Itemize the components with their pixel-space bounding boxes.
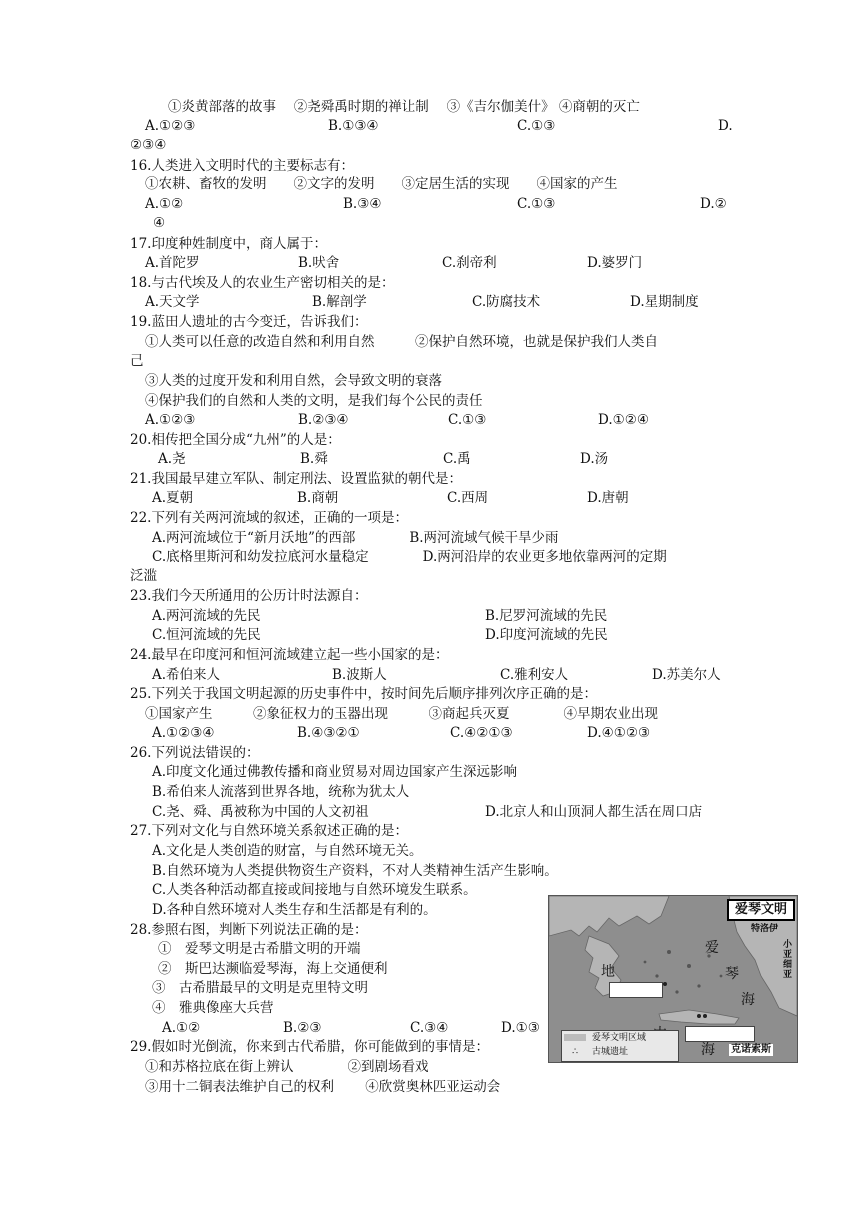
text-line: A.①②③④: [152, 725, 215, 741]
map-label-di: 地: [601, 964, 615, 980]
legend-item-area: 爱琴文明区域: [564, 1032, 646, 1045]
text-line: C.人类各种活动都直接或间接地与自然环境发生联系。: [152, 882, 477, 898]
text-line: 17.印度种姓制度中，商人属于：: [130, 236, 327, 252]
map-label-ai: 爱: [705, 940, 719, 956]
text-line: ①农耕、畜牧的发明 ②文字的发明 ③定居生活的实现 ④国家的产生: [145, 176, 618, 192]
text-line: D.唐朝: [587, 490, 629, 506]
text-line: B.④③②①: [297, 725, 360, 741]
text-line: D.: [718, 118, 733, 134]
text-line: D.④①②③: [587, 725, 651, 741]
text-line: 29.假如时光倒流，你来到古代希腊，你可能做到的事情是：: [130, 1039, 489, 1055]
text-line: D.各种自然环境对人类生存和生活都是有利的。: [152, 902, 437, 918]
text-line: C.恒河流域的先民: [152, 627, 261, 643]
text-line: A.夏朝: [152, 490, 194, 506]
map-legend: [561, 1030, 679, 1062]
text-line: C.禹: [443, 451, 471, 467]
text-line: B.自然环境为人类提供物资生产资料，不对人类精神生活产生影响。: [152, 863, 558, 879]
text-line: A.①②: [162, 1020, 201, 1036]
text-line: D.印度河流域的先民: [485, 627, 608, 643]
text-line: ①国家产生 ②象征权力的玉器出现 ③商起兵灭夏 ④早期农业出现: [145, 706, 658, 722]
text-line: B.吠舍: [298, 255, 340, 271]
text-line: C.底格里斯河和幼发拉底河水量稳定 D.两河沿岸的农业更多地依靠两河的定期: [152, 549, 667, 565]
text-line: B.②③④: [298, 412, 349, 428]
text-line: B.希伯来人流落到世界各地，统称为犹太人: [152, 784, 410, 800]
text-line: A.两河流域位于“新月沃地”的西部 B.两河流域气候干旱少雨: [152, 530, 559, 546]
text-line: A.天文学: [145, 294, 200, 310]
text-line: ① 爱琴文明是古希腊文明的开端: [158, 941, 361, 957]
text-line: C.④②①③: [450, 725, 513, 741]
text-line: ③ 古希腊最早的文明是克里特文明: [152, 980, 368, 996]
text-line: ④保护我们的自然和人类的文明，是我们每个公民的责任: [145, 393, 483, 409]
legend-dots-icon: ∴: [572, 1047, 578, 1057]
text-line: ③用十二铜表法维护自己的权利 ④欣赏奥林匹亚运动会: [145, 1079, 501, 1095]
text-line: 16.人类进入文明时代的主要标志有：: [130, 158, 354, 174]
text-line: A.希伯来人: [152, 667, 221, 683]
text-line: D.①②④: [598, 412, 649, 428]
text-line: B.③④: [343, 196, 382, 212]
text-line: A.印度文化通过佛教传播和商业贸易对周边国家产生深远影响: [152, 764, 518, 780]
text-line: C.①③: [517, 196, 556, 212]
text-line: ①人类可以任意的改造自然和利用自然 ②保护自然环境，也就是保护我们人类自: [145, 334, 658, 350]
legend-area-swatch: [564, 1034, 586, 1041]
text-line: B.舜: [300, 451, 328, 467]
text-line: 泛滥: [130, 568, 157, 584]
text-line: 24.最早在印度河和恒河流域建立起一些小国家的是：: [130, 647, 449, 663]
map-label-troy: 特洛伊: [751, 924, 779, 934]
text-line: 28.参照右图，判断下列说法正确的是：: [130, 922, 368, 938]
text-line: A.两河流域的先民: [152, 608, 261, 624]
text-line: A.①②: [145, 196, 184, 212]
text-line: D.②: [700, 196, 727, 212]
text-line: B.商朝: [297, 490, 339, 506]
map-label-qin: 琴: [725, 966, 739, 982]
text-line: D.①③: [501, 1020, 540, 1036]
text-line: C.刹帝利: [442, 255, 497, 271]
text-line: C.雅利安人: [500, 667, 569, 683]
text-line: ④: [153, 215, 166, 231]
text-line: 25.下列关于我国文明起源的历史事件中，按时间先后顺序排列次序正确的是：: [130, 686, 597, 702]
text-line: D.星期制度: [630, 294, 699, 310]
text-line: B.②③: [283, 1020, 322, 1036]
text-line: C.防腐技术: [472, 294, 541, 310]
map-label-knossos: 克诺索斯: [731, 1044, 771, 1055]
map-blank-box-1: [609, 982, 663, 998]
text-line: A.①②③: [145, 412, 196, 428]
text-line: ②③④: [130, 137, 167, 153]
map-label-asia-minor: 小亚细亚: [783, 940, 793, 980]
text-line: 18.与古代埃及人的农业生产密切相关的是：: [130, 275, 395, 291]
text-line: 己: [130, 353, 144, 369]
text-line: 21.我国最早建立军队、制定刑法、设置监狱的朝代是：: [130, 471, 462, 487]
text-line: 27.下列对文化与自然环境关系叙述正确的是：: [130, 823, 408, 839]
map-blank-box-2: [685, 1026, 755, 1042]
text-line: D.汤: [580, 451, 609, 467]
text-line: C.①③: [517, 118, 556, 134]
text-line: B.解剖学: [312, 294, 367, 310]
text-line: A.尧: [158, 451, 186, 467]
text-line: 23.我们今天所通用的公历计时法源自：: [130, 588, 368, 604]
map-label-hai-aegean: 海: [741, 992, 755, 1008]
legend-item-sites: ∴ 古城遗址: [564, 1046, 628, 1059]
map-title: 爱琴文明: [727, 899, 795, 921]
text-line: C.尧、舜、禹被称为中国的人文初祖: [152, 804, 369, 820]
text-line: A.①②③: [145, 118, 196, 134]
text-line: C.西周: [447, 490, 489, 506]
text-line: 19.蓝田人遗址的古今变迁，告诉我们：: [130, 314, 368, 330]
map-label-hai-med: 海: [701, 1042, 715, 1058]
text-line: ④ 雅典像座大兵营: [152, 1000, 274, 1016]
text-line: A.首陀罗: [145, 255, 200, 271]
text-line: C.③④: [410, 1020, 449, 1036]
text-line: ② 斯巴达濒临爱琴海，海上交通便利: [158, 961, 388, 977]
text-line: ③人类的过度开发和利用自然，会导致文明的衰落: [145, 373, 442, 389]
text-line: A.文化是人类创造的财富，与自然环境无关。: [152, 843, 423, 859]
text-line: ①和苏格拉底在街上辨认 ②到剧场看戏: [145, 1059, 429, 1075]
text-line: 22.下列有关两河流域的叙述，正确的一项是：: [130, 510, 408, 526]
text-line: D.苏美尔人: [652, 667, 721, 683]
text-line: ①炎黄部落的故事 ②尧舜禹时期的禅让制 ③《吉尔伽美什》 ④商朝的灭亡: [168, 99, 640, 115]
text-line: B.①③④: [328, 118, 379, 134]
text-line: B.尼罗河流域的先民: [485, 608, 608, 624]
text-line: D.北京人和山顶洞人都生活在周口店: [485, 804, 703, 820]
text-line: 26.下列说法错误的：: [130, 745, 260, 761]
text-line: B.波斯人: [332, 667, 387, 683]
text-line: 20.相传把全国分成“九州”的人是：: [130, 432, 341, 448]
text-line: C.①③: [448, 412, 487, 428]
text-line: D.婆罗门: [587, 255, 643, 271]
aegean-civilization-map: [548, 895, 798, 1063]
